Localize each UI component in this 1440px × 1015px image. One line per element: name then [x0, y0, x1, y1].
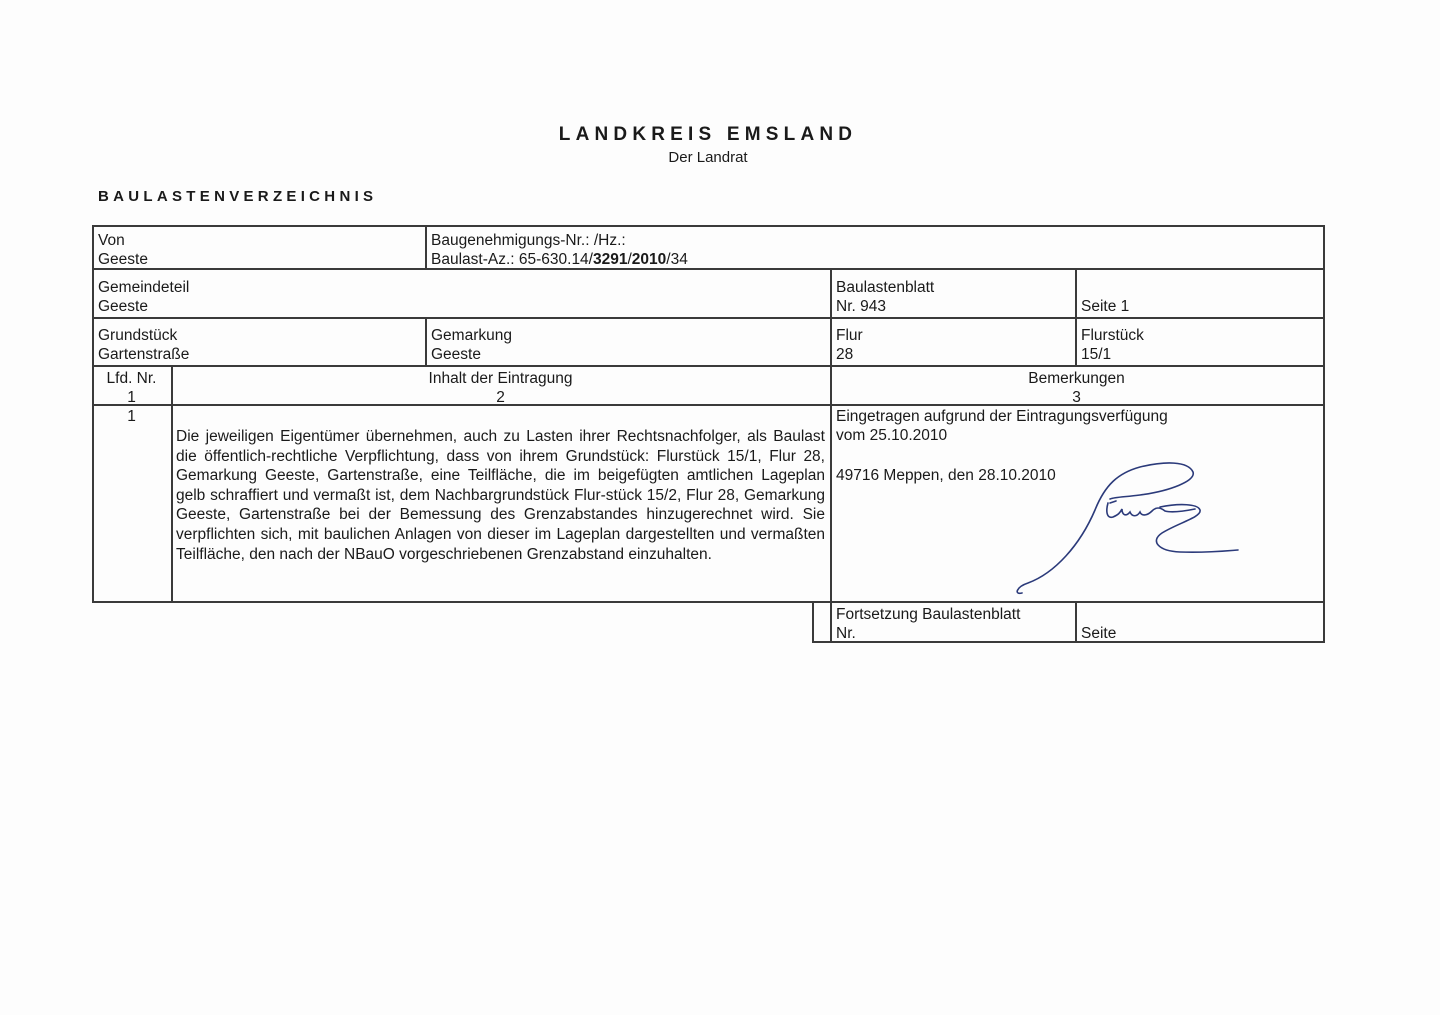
von-label: Von [98, 232, 125, 249]
gemeindeteil-cell [92, 274, 830, 316]
baulastenblatt-cell [830, 274, 1075, 316]
signature-icon [1010, 455, 1250, 605]
continuation-seite-cell [1075, 622, 1323, 643]
grundstueck-cell [92, 322, 425, 364]
place-date: 49716 Meppen, den 28.10.2010 [836, 467, 1056, 484]
authority-title: LANDKREIS EMSLAND [558, 124, 858, 145]
flurstueck-value: 15/1 [1081, 346, 1112, 363]
gemeindeteil-label: Gemeindeteil [98, 279, 190, 296]
flurstueck-label: Flurstück [1081, 327, 1144, 344]
remark-line-2: vom 25.10.2010 [836, 427, 948, 444]
continuation-nr: Nr. [836, 625, 856, 642]
seite-value: Seite 1 [1081, 298, 1130, 315]
baulastenblatt-label: Baulastenblatt [836, 279, 935, 296]
baulast-az: Baulast-Az.: 65-630.14/3291/2010/34 [431, 251, 688, 268]
gemarkung-value: Geeste [431, 346, 481, 363]
register-title: BAULASTENVERZEICHNIS [98, 188, 378, 205]
office-subtitle: Der Landrat [668, 149, 748, 166]
baulastenblatt-number: Nr. 943 [836, 298, 886, 315]
grundstueck-label: Grundstück [98, 327, 178, 344]
von-value: Geeste [98, 251, 148, 268]
grundstueck-value: Gartenstraße [98, 346, 190, 363]
gemarkung-cell [425, 322, 830, 364]
column-header-bemerkungen: Bemerkungen 3 [1028, 370, 1125, 406]
continuation-label: Fortsetzung Baulastenblatt [836, 606, 1021, 623]
entry-content: Die jeweiligen Eigentümer übernehmen, auch zu Lasten ihrer Rechtsnachfolger, als Baulast die öffentlich-rechtliche Verpflichtung, dass von ihrem Grundstück: Flurstück 15/1, Flur 28, Gemarkung Geeste, Gartenstraße, eine Teilfläche, die im beigefügten amtlichen Lageplan gelb schraffiert und vermaßt ist, dem Nachbargrundstück Flur-stück 15/2, Flur 28, Gemarkung Geeste, Gartenstraße bei der Bemessung des Grenzabstandes hinzugerechnet wird. Sie verpflichten sich, mit baulichen Anlagen von dieser im Lageplan dargestellten und vermaßten Teilfläche, den nach der NBauO vorgeschriebenen Grenzabstand einzuhalten. [176, 428, 825, 563]
continuation-seite: Seite [1081, 625, 1117, 642]
continuation-cell [830, 603, 1075, 643]
flur-cell [830, 322, 1075, 364]
column-header-lfd-nr: Lfd. Nr. 1 [106, 370, 157, 406]
remark-line-1: Eingetragen aufgrund der Eintragungsverfügung [836, 408, 1168, 425]
flur-label: Flur [836, 327, 863, 344]
baugenehmigung-label: Baugenehmigungs-Nr.: /Hz.: [431, 232, 626, 249]
baugenehmigung-cell [425, 227, 1323, 269]
entry-remark [836, 407, 1168, 445]
von-cell [92, 227, 425, 269]
flurstueck-cell [1075, 322, 1323, 364]
column-header-inhalt: Inhalt der Eintragung 2 [428, 370, 573, 406]
seite-cell [1075, 293, 1323, 316]
flur-value: 28 [836, 346, 854, 363]
gemeindeteil-value: Geeste [98, 298, 148, 315]
gemarkung-label: Gemarkung [431, 327, 512, 344]
entry-lfd-nr: 1 [127, 408, 136, 425]
